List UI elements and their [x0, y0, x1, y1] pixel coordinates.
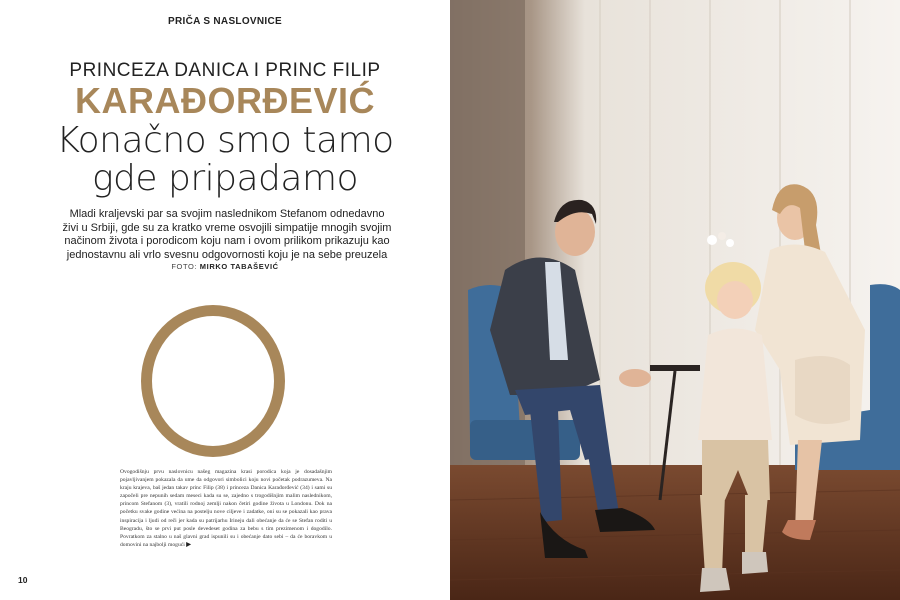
headline-line-2: gde pripadamo: [91, 158, 359, 199]
section-label: PRIČA S NASLOVNICE: [168, 16, 282, 27]
body-paragraph: Ovogodišnju prvu naslovnicu našeg magazina krasi porodica koja je dosadašnjim pojavljivanjem pokazala da ume da odgovori simbolici koju novi početak podrazumeva. Na kraju krajeva, baš jedan takav princ Filip (38) i princeza Danica Karađorđević (34) i sami su započeli pre nepunih sedam meseci kada su se, zajedno s trogodišnjim malim naslednikom, princom Stefanom (3), vratili rodnoj zemlji nakon četiri godine života u Londonu. Dok na početku svake godine većina na postelju nove ciljeve i zadatke, oni su se pokazali kao prava inspiracija i ljudi od reči jer kada su patrijarhu Irineju dali obećanje da će se Stefan roditi u Beogradu, što se prvi put posle devedeset godina za bebu s tim prezimenom i dogodilo. Povratkom za stalno u naš glavni grad ispunili su i obećanje dato sebi – da će boravkom u domovini na najbolji mogući: [120, 469, 332, 548]
page-number: 10: [18, 575, 28, 585]
side-table: [650, 365, 700, 371]
family-name-title: KARAĐORĐEVIĆ: [74, 80, 375, 121]
headline-line-1: Konačno smo tamo: [56, 120, 394, 161]
family-portrait-photo: [450, 0, 900, 600]
continue-arrow-icon: ▶: [186, 541, 191, 548]
wooden-floor: [450, 465, 900, 600]
right-page-photo: [450, 0, 900, 600]
lede-paragraph: Mladi kraljevski par sa svojim naslednikom Stefanom odnedavno živi u Srbiji, gde su za kratko vreme osvojili simpatije mnogih svojim načinom života i porodicom koju nam i ovom prilikom prikazuju kao jednostavnu ali vrlo svesnu odgovornosti koju je na sebe preuzela: [62, 208, 392, 261]
headline: [0, 122, 450, 198]
kicker-title: PRINCEZA DANICA I PRINC FILIP: [69, 60, 381, 81]
decorative-o-ring: [141, 305, 285, 457]
photo-credit-label: FOTO:: [171, 262, 198, 271]
photo-credit-name: MIRKO TABAŠEVIĆ: [199, 262, 279, 271]
photo-credit: [0, 262, 450, 271]
body-column: [120, 468, 332, 549]
